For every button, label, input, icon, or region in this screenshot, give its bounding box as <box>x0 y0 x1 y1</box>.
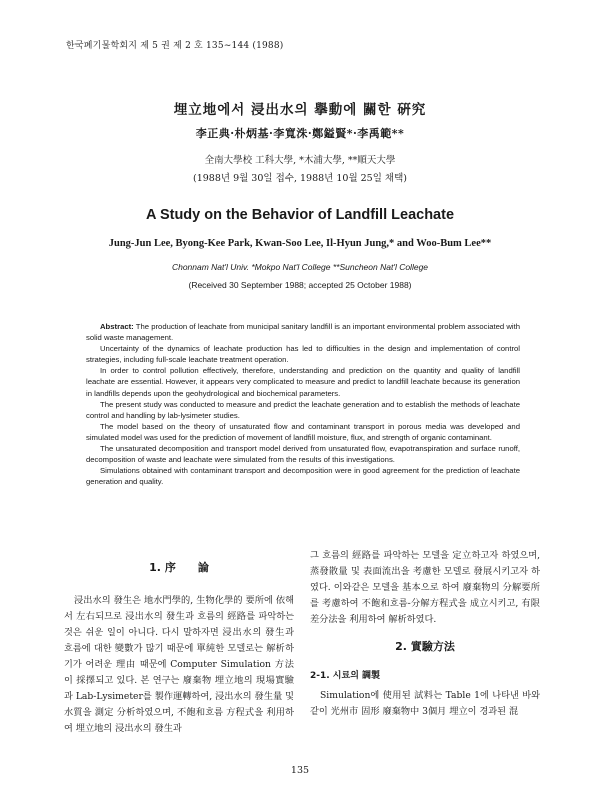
abstract-paragraph: The present study was conducted to measure and predict the leachate generation and to establish the methods of leachate control and handling by lab-lysimeter studies. <box>86 399 520 420</box>
abstract <box>86 321 520 487</box>
abstract-paragraph: The model based on the theory of unsaturated flow and contaminant transport in porous media was developed and simulated model was used for the prediction of movement of landfill moisture, flux, and strength of organic contaminant. <box>86 421 520 442</box>
page-number: 135 <box>290 765 310 776</box>
right-column <box>310 548 540 720</box>
abstract-paragraph: In order to control pollution effectively, therefore, understanding and prediction on the quantity and quality of landfill leachate are essential. However, it appears very complicated to measure and predict to landfill leachate because its generation in landfills depends upon the geohydrological and biochemical parameters. <box>86 366 520 398</box>
journal-header: 한국폐기물학회지 제 5 권 제 2 호 135∼144 (1988) <box>66 41 284 51</box>
korean-authors: 李正典·朴炳基·李寬洙·鄭鎰賢*·李禹範** <box>195 127 405 140</box>
abstract-first-text: The production of leachate from municipal sanitary landfill is an important environmental problem associated with solid waste management. <box>86 322 521 343</box>
abstract-paragraph: Uncertainty of the dynamics of leachate production has led to difficulties in the design and implementation of control strategies, including full-scale leachate treatment operation. <box>86 344 520 365</box>
english-title: A Study on the Behavior of Landfill Leachate <box>145 207 455 223</box>
subsection-2-1-text: Simulation에 使用된 試料는 Table 1에 나타낸 바와 같이 光州市 固形 廢棄物中 3個月 埋立이 경과된 混 <box>310 690 540 717</box>
abstract-first-paragraph <box>86 321 520 343</box>
english-dates: (Received 30 September 1988; accepted 25 October 1988) <box>188 280 412 290</box>
english-authors: Jung-Jun Lee, Byong-Kee Park, Kwan-Soo Lee, Il-Hyun Jung,* and Woo-Bum Lee** <box>108 238 492 249</box>
abstract-label: Abstract: <box>100 322 134 331</box>
english-affiliation: Chonnam Nat'l Univ. *Mokpo Nat'l College **Suncheon Nat'l College <box>171 262 429 272</box>
korean-title: 埋立地에서 浸出水의 擧動에 關한 硏究 <box>173 102 427 118</box>
korean-dates: (1988년 9월 30일 접수, 1988년 10월 25일 채택) <box>192 173 407 184</box>
abstract-paragraph: The unsaturated decomposition and transport model derived from unsaturated flow, evapotranspiration and surface runoff, decomposition of waste and leachate were simulated from the results of this investigations. <box>86 444 520 465</box>
korean-affiliation: 全南大學校 工科大學, *木浦大學, **順天大學 <box>204 155 396 166</box>
section-1-title: 1. 序 論 <box>149 561 209 574</box>
subsection-2-1-title: 2-1. 시료의 調製 <box>310 671 381 681</box>
left-column <box>64 553 294 737</box>
section-1-continuation: 그 흐름의 經路를 파악하는 모델을 定立하고자 하였으며, 蒸發散量 및 表面流出을 考慮한 모델로 發展시키고자 하였다. 이와같은 모델을 基本으로 하여 廢棄物의 分解要所를 考慮하여 不飽和흐름-分解方程式을 成立시키고, 有限差分法을 利用하여 解析하였다. <box>310 550 540 625</box>
section-2-title: 2. 實驗方法 <box>395 640 455 653</box>
section-1-text: 浸出水의 發生은 地水門學的, 生物化學的 要所에 依해서 左右되므로 浸出水의 發生과 흐름의 經路를 파악하는 것은 쉬운 일이 아니다. 다시 말하자면 浸出水의 發生과 흐름에 대한 變數가 많기 때문에 單純한 모델로는 解析하기가 어려운 理由 때문에 Computer Simulation 方法이 採擇되고 있다. 본 연구는 廢棄物 埋立地의 現場實驗과 Lab-Lysimeter를 製作運轉하여, 浸出水의 發生量 및 水質을 測定 分析하였으며, 不飽和흐름 方程式을 利用하여 埋立地의 浸出水의 發生과 <box>64 595 294 734</box>
abstract-paragraph: Simulations obtained with contaminant transport and decomposition were in good agreement for the prediction of leachate generation and quality. <box>86 466 520 487</box>
